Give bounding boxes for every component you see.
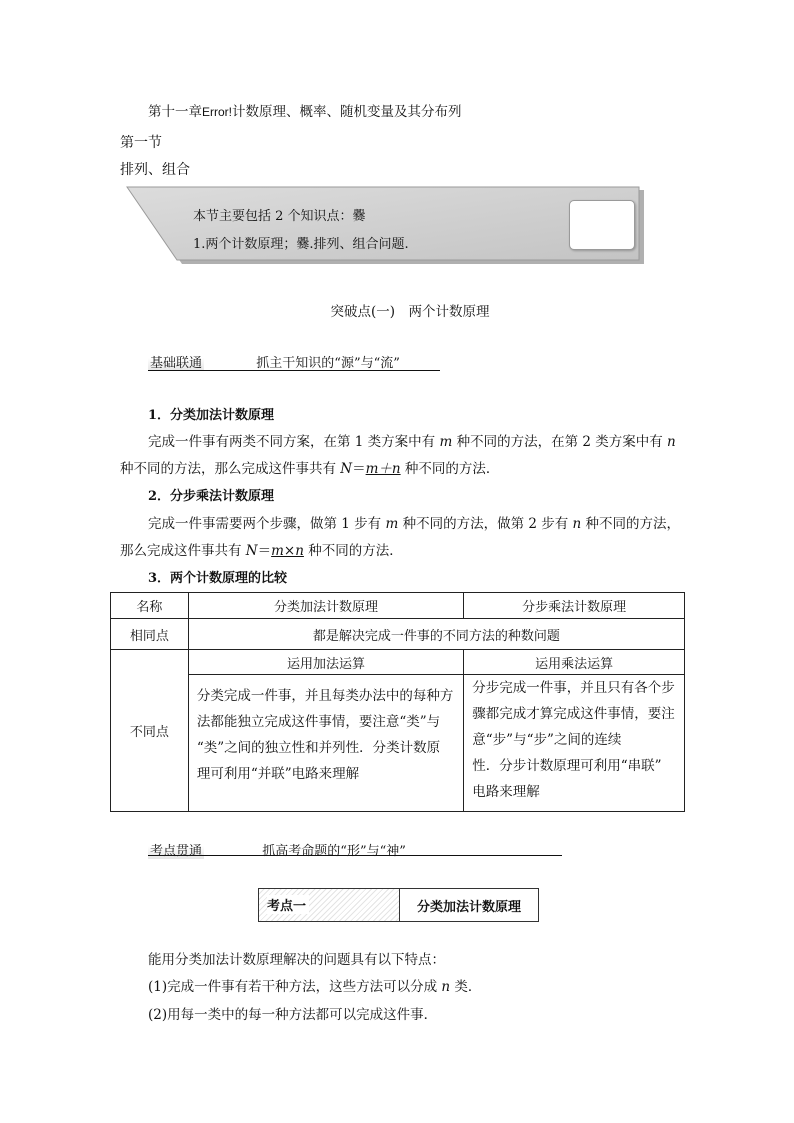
diff-left-line: 分类完成一件事，并且每类办法中的每种方: [196, 688, 454, 704]
kaodian-title: 分类加法计数原理: [416, 899, 521, 915]
text: 类．: [450, 979, 482, 995]
text: 种不同的方法，那么完成这件事共有: [120, 461, 341, 477]
kaodian-box-left: [259, 889, 400, 921]
text: 那么完成这件事共有: [120, 543, 246, 559]
item-2-line-1: [148, 512, 680, 532]
formula-product: m×n: [271, 543, 304, 559]
text: 种不同的方法，: [581, 516, 681, 532]
text: 完成一件事有两类不同方案，在第 1 类方案中有: [148, 434, 440, 450]
diff-right-line: 电路来理解: [472, 784, 540, 800]
kaodian-box: [258, 888, 539, 922]
text: 种不同的方法．: [303, 543, 403, 559]
basics-slogan: 抓主干知识的“源”与“流”: [256, 356, 400, 371]
exam-slogan: 抓高考命题的“形”与“神”: [262, 844, 406, 859]
comparison-table: [110, 592, 685, 812]
item-1-line-1: [148, 430, 676, 450]
diff-label: 不同点: [111, 650, 189, 812]
banner-line-1: 本节主要包括 2 个知识点：爨: [193, 209, 366, 224]
item-2-line-2: [120, 539, 403, 559]
diff-right-line: 意“步”与“步”之间的连续: [472, 732, 622, 748]
text: 种不同的方法，在第 2 类方案中有: [452, 434, 668, 450]
formula-sum: m＋n: [365, 461, 401, 477]
text: 种不同的方法．: [400, 461, 500, 477]
section-number: 第一节: [120, 135, 162, 151]
diff-right-line: 骤都完成才算完成这件事情，要注: [472, 706, 675, 722]
features-intro: 能用分类加法计数原理解决的问题具有以下特点：: [148, 952, 445, 968]
item-1-line-2: [120, 457, 499, 477]
basics-underline: [148, 370, 440, 371]
header-cell-multiplication: 分步乘法计数原理: [464, 593, 685, 619]
chapter-number: 第十一章: [148, 104, 202, 120]
diff-left-line: 法都能独立完成这件事情，要注意“类”与: [196, 714, 441, 730]
exam-underline: [148, 855, 562, 856]
same-text: 都是解决完成一件事的不同方法的种数问题: [188, 619, 684, 650]
banner-blank-box: [569, 200, 635, 250]
text: 种不同的方法，做第 2 步有: [398, 516, 573, 532]
diff-sub-right: 运用乘法运算: [464, 650, 685, 675]
var-n: n: [667, 434, 676, 450]
table-header-row: [111, 593, 685, 619]
exam-subheading: [148, 840, 406, 859]
item-1-heading: 1．分类加法计数原理: [148, 408, 275, 423]
section-title: 排列、组合: [120, 162, 190, 178]
table-row-same: [111, 619, 685, 650]
diff-left-line: 理可利用“并联”电路来理解: [196, 766, 360, 782]
basics-tag: 基础联通: [148, 352, 204, 371]
same-label: 相同点: [111, 619, 189, 650]
kaodian-label: 考点一: [267, 895, 309, 914]
var-N: N: [245, 543, 258, 559]
breakthrough-title: 突破点(一) 两个计数原理: [330, 304, 490, 320]
var-N: N: [340, 461, 353, 477]
diff-sub-left: 运用加法运算: [188, 650, 463, 675]
header-cell-addition: 分类加法计数原理: [188, 593, 463, 619]
chapter-name: 计数原理、概率、随机变量及其分布列: [232, 104, 462, 120]
banner-line-2: 1.两个计数原理；爨.排列、组合问题.: [193, 237, 409, 252]
table-row-diff: [111, 675, 685, 812]
diff-left-line: “类”之间的独立性和并列性．分类计数原: [196, 740, 441, 756]
var-m: m: [385, 516, 399, 532]
diff-right-line: 性．分步计数原理可利用“串联”: [472, 758, 662, 774]
equals: ＝: [352, 461, 366, 477]
equals: ＝: [257, 543, 272, 559]
field-error-text: Error!: [202, 105, 232, 119]
basics-subheading: [148, 352, 400, 371]
diff-left-cell: [188, 675, 463, 812]
header-cell-name: 名称: [111, 593, 189, 619]
item-3-heading: 3．两个计数原理的比较: [148, 571, 288, 586]
diff-right-cell: [464, 675, 685, 812]
exam-tag: 考点贯通: [148, 840, 204, 859]
var-n: n: [572, 516, 582, 532]
var-n: n: [441, 979, 451, 995]
item-2-heading: 2．分步乘法计数原理: [148, 489, 275, 504]
text: (1)完成一件事有若干种方法，这些方法可以分成: [148, 979, 442, 995]
chapter-title: [148, 100, 462, 120]
diff-right-line: 分步完成一件事，并且只有各个步: [472, 680, 675, 696]
feature-1: [148, 975, 481, 995]
overview-banner: [121, 186, 645, 264]
feature-2: (2)用每一类中的每一种方法都可以完成这件事．: [148, 1007, 438, 1023]
text: 完成一件事需要两个步骤，做第 1 步有: [148, 516, 386, 532]
banner-background: [121, 186, 645, 264]
table-row-diff-sub: [111, 650, 685, 675]
var-m: m: [439, 434, 453, 450]
